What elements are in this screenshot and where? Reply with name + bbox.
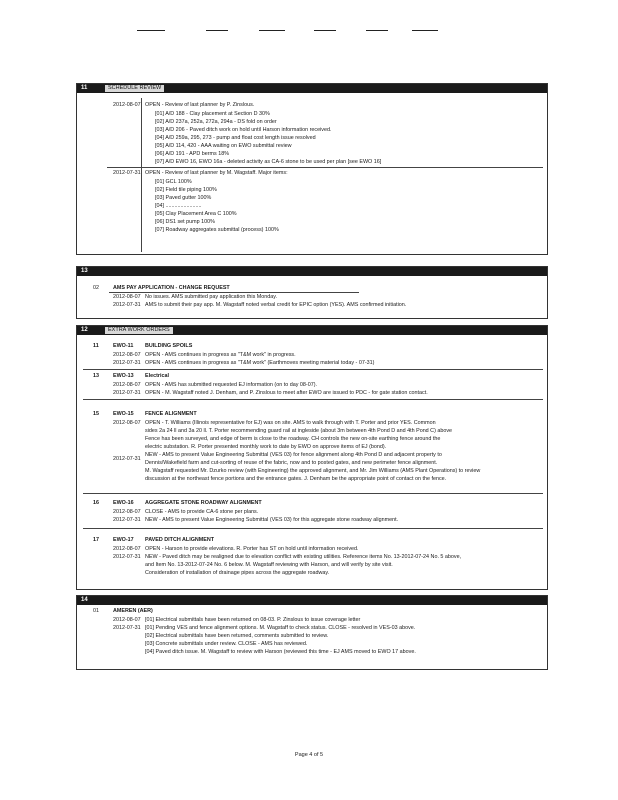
item-code: EWO-15 xyxy=(113,411,134,417)
item-number: 13 xyxy=(93,373,99,379)
entry-text: [01] Pending VES and fence alignment options. M. Wagstaff to check status. CLOSE - resolved in VES-03 above. xyxy=(145,625,416,631)
entry-text: NEW - Paved ditch may be realigned due to elevation conflict with existing utilities. Reference items No. 13-2012-07-24 No. 5 above, xyxy=(145,554,462,560)
entry-text: Consideration of installation of drainage pipes across the aggregate roadway. xyxy=(145,570,330,576)
entry-date: 2012-07-31 xyxy=(113,625,141,631)
list-item: [05] A/D 114, 420 - AAA waiting on EWO submittal review xyxy=(155,143,292,149)
extra-work-orders-section xyxy=(76,325,548,590)
entry-text: and Item No. 13-2012-07-24 No. 6 below. M. Wagstaff reviewing with Harson, and will verify by site visit. xyxy=(145,562,393,568)
list-item: [04] A/D 259a, 295, 273 - pump and float cost length issue resolved xyxy=(155,135,316,141)
item-title: AGGREGATE STONE ROADWAY ALIGNMENT xyxy=(145,500,262,506)
list-item: [07] A/D EWO 16, EWO 16a - deleted activity as CA-6 stone to be used per plan [see EWO 16] xyxy=(155,159,382,165)
item-code: EWO-17 xyxy=(113,537,134,543)
item-number: 17 xyxy=(93,537,99,543)
header-line xyxy=(366,30,388,31)
entry-date: 2012-07-31 xyxy=(113,390,141,396)
item-title: AMEREN (AER) xyxy=(113,608,153,614)
entry-text: Fence has been surveyed, and edge of berm is close to the roadway. CH controls the new on-site earthing fence around the xyxy=(145,436,441,442)
header-line xyxy=(137,30,165,31)
entry-date: 2012-07-31 xyxy=(113,360,141,366)
entry-date: 2012-08-07 xyxy=(113,617,141,623)
header-line xyxy=(259,30,285,31)
entry-text: sides 2a 24 ll and 3a 20 ll. T. Porter recommending guard rail at ingleside (about 3m between 4th Pond D and 4th Pond C) above xyxy=(145,428,453,434)
schedule-review-section xyxy=(76,83,548,255)
entry-date: 2012-08-07 xyxy=(113,420,141,426)
header-line xyxy=(206,30,228,31)
item-code: EWO-11 xyxy=(113,343,134,349)
item-number: 15 xyxy=(93,411,99,417)
section-number: 13 xyxy=(81,268,88,274)
entry-text: CLOSE - AMS to provide CA-6 stone per plans. xyxy=(145,509,259,515)
entry-text: OPEN - AMS continues in progress as "T&M work" (Earthmoves meeting material today - 07-31) xyxy=(145,360,375,366)
entry-date: 2012-07-31 xyxy=(113,170,141,176)
section-title: EXTRA WORK ORDERS xyxy=(105,327,173,334)
list-item: [05] Clay Placement Area C 100% xyxy=(155,211,237,217)
section-number: 14 xyxy=(81,597,88,603)
entry-date: 2012-08-07 xyxy=(113,509,141,515)
entry-date: 2012-08-07 xyxy=(113,546,141,552)
list-item: [02] A/D 237a, 252a, 272a, 294a - DS fold on order xyxy=(155,119,277,125)
list-item: [03] Paved gutter 100% xyxy=(155,195,212,201)
item-number: 02 xyxy=(93,285,99,291)
entry-text: NEW - AMS to present Value Engineering Submittal (VES 03) for this aggregate stone roadway alignment. xyxy=(145,517,399,523)
list-item: [06] A/D 191 - APD berms 18% xyxy=(155,151,230,157)
entry-text: [04] Paved ditch issue. M. Wagstaff to review with Harson (reviewed this time - EJ AMS moved to EWO 17 above. xyxy=(145,649,416,655)
list-item: [01] GCL 100% xyxy=(155,179,192,185)
list-item: [02] Field tile piping 100% xyxy=(155,187,217,193)
item-title: PAVED DITCH ALIGNMENT xyxy=(145,537,215,543)
entry-text: [02] Electrical submittals have been returned, comments submitted to review. xyxy=(145,633,329,639)
entry-date: 2012-08-07 xyxy=(113,102,141,108)
page-number: Page 4 of 5 xyxy=(294,752,324,758)
pay-application-section xyxy=(76,266,548,319)
entry-text: OPEN - Harson to provide elevations. R. Porter has ST on hold until information received. xyxy=(145,546,359,552)
entry-date: 2012-08-07 xyxy=(113,352,141,358)
entry-heading: OPEN - Review of last planner by P. Zinslous. xyxy=(145,102,255,108)
item-title: BUILDING SPOILS xyxy=(145,343,193,349)
entry-text: Dennis/Wakefield farm and cut-sorting of reuse of the fabric, now and to posted gates, and new perimeter fence alignment. xyxy=(145,460,438,466)
header-line xyxy=(412,30,438,31)
item-code: EWO-13 xyxy=(113,373,134,379)
list-item: [07] Roadway aggregates submittal (process) 100% xyxy=(155,227,279,233)
section-title: SCHEDULE REVIEW xyxy=(105,85,164,92)
list-item: [04] ........................ xyxy=(155,203,202,209)
item-number: 01 xyxy=(93,608,99,614)
section-header xyxy=(77,596,547,605)
entry-text: electric substation. R. Porter presented monthly work to date by EWO on approve items of EJ (bond). xyxy=(145,444,387,450)
entry-text: discussion at the northeast fence portions and the entrance gates. J. Denham be the appropriate point of contact on the fence. xyxy=(145,476,447,482)
entry-date: 2012-08-07 xyxy=(113,382,141,388)
item-code: EWO-16 xyxy=(113,500,134,506)
entry-text: OPEN - M. Wagstaff noted J. Denham, and P. Zinslous to meet after EWO are issued to PDC - for gate station contact. xyxy=(145,390,428,396)
list-item: [01] A/D 188 - Clay placement at Section D 30% xyxy=(155,111,270,117)
item-title: FENCE ALIGNMENT xyxy=(145,411,197,417)
entry-text: NEW - AMS to present Value Engineering Submittal (VES 03) for fence alignment along 4th Pond D and adjacent property to xyxy=(145,452,442,458)
list-item: [06] DS1 set pump 100% xyxy=(155,219,215,225)
item-title: Electrical xyxy=(145,373,169,379)
entry-date: 2012-08-07 xyxy=(113,294,141,300)
entry-text: OPEN - AMS continues in progress as "T&M work" in progress. xyxy=(145,352,296,358)
entry-text: AMS to submit their pay app. M. Wagstaff noted verbal credit for EPIC option (YES). AMS confirmed initiation. xyxy=(145,302,407,308)
section-number: 11 xyxy=(81,85,88,91)
section-header xyxy=(77,267,547,276)
entry-text: OPEN - AMS has submitted requested EJ information (on to day 08-07). xyxy=(145,382,317,388)
entry-text: [03] Concrete submittals under review. CLOSE - AMS has reviewed. xyxy=(145,641,308,647)
entry-text: [01] Electrical submittals have been returned on 08-03. P. Zinslous to issue coverage letter xyxy=(145,617,361,623)
item-title: AMS PAY APPLICATION - CHANGE REQUEST xyxy=(113,285,230,291)
item-number: 16 xyxy=(93,500,99,506)
list-item: [03] A/D 206 - Paved ditch work on hold until Harson information received. xyxy=(155,127,332,133)
entry-date: 2012-07-31 xyxy=(113,302,141,308)
section-header xyxy=(77,326,547,335)
ameren-section xyxy=(76,595,548,670)
item-number: 11 xyxy=(93,343,99,349)
section-number: 12 xyxy=(81,327,88,333)
entry-text: No issues. AMS submitted pay application this Monday. xyxy=(145,294,278,300)
header-line xyxy=(314,30,336,31)
entry-text: OPEN - T. Williams (Illinois representative for EJ) was on site. AMS to walk through with T. Porter and prior YES. Common xyxy=(145,420,436,426)
entry-date: 2012-07-31 xyxy=(113,517,141,523)
section-header xyxy=(77,84,547,93)
entry-date: 2012-07-31 xyxy=(113,554,141,560)
entry-text: M. Wagstaff requested Mr. Dzurko review (with Engineering) the approved alignment, and Mr. Jim Williams (AMS Plant Operations) to review xyxy=(145,468,481,474)
entry-date: 2012-07-31 xyxy=(113,456,141,462)
entry-heading: OPEN - Review of last planner by M. Wagstaff. Major items: xyxy=(145,170,288,176)
